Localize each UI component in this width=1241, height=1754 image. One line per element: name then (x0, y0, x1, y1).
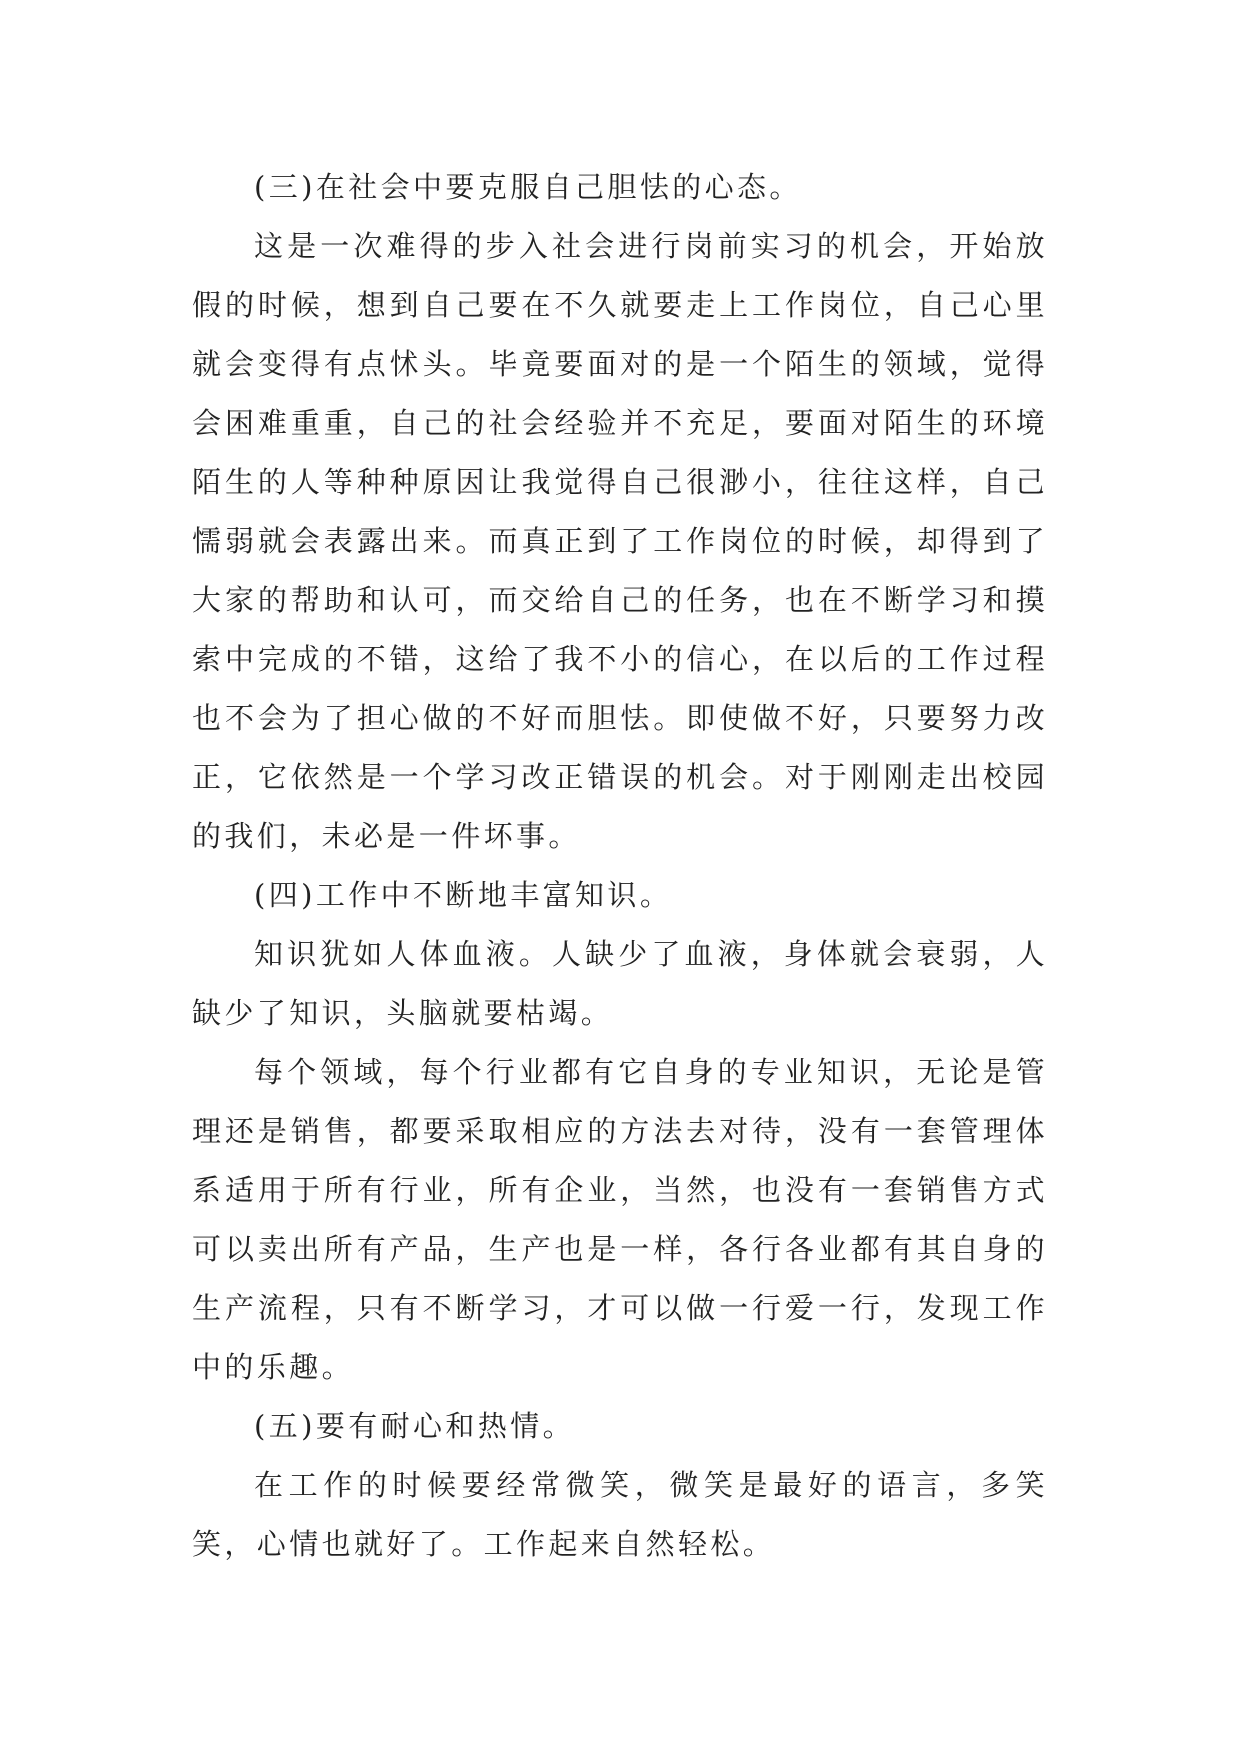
body-paragraph: 在工作的时候要经常微笑，微笑是最好的语言，多笑笑，心情也就好了。工作起来自然轻松。 (192, 1468, 1048, 1561)
section-heading-three: (三)在社会中要克服自己胆怯的心态。 (254, 170, 802, 204)
body-paragraph: 这是一次难得的步入社会进行岗前实习的机会，开始放假的时候，想到自己要在不久就要走上工作岗位，自己心里就会变得有点怵头。毕竟要面对的是一个陌生的领域，觉得会困难重重，自己的社会经验并不充足，要面对陌生的环境陌生的人等种种原因让我觉得自己很渺小，往往这样，自己懦弱就会表露出来。而真正到了工作岗位的时候，却得到了大家的帮助和认可，而交给自己的任务，也在不断学习和摸索中完成的不错，这给了我不小的信心，在以后的工作过程也不会为了担心做的不好而胆怯。即使做不好，只要努力改正，它依然是一个学习改正错误的机会。对于刚刚走出校园的我们，未必是一件坏事。 (192, 229, 1048, 853)
section-heading-five: (五)要有耐心和热情。 (254, 1409, 576, 1443)
body-paragraph: 知识犹如人体血液。人缺少了血液，身体就会衰弱，人缺少了知识，头脑就要枯竭。 (192, 937, 1048, 1030)
body-paragraph: 每个领域，每个行业都有它自身的专业知识，无论是管理还是销售，都要采取相应的方法去对待，没有一套管理体系适用于所有行业，所有企业，当然，也没有一套销售方式可以卖出所有产品，生产也是一样，各行各业都有其自身的生产流程，只有不断学习，才可以做一行爱一行，发现工作中的乐趣。 (192, 1055, 1048, 1384)
section-heading-four: (四)工作中不断地丰富知识。 (254, 878, 673, 912)
document-page (192, 158, 1048, 1574)
